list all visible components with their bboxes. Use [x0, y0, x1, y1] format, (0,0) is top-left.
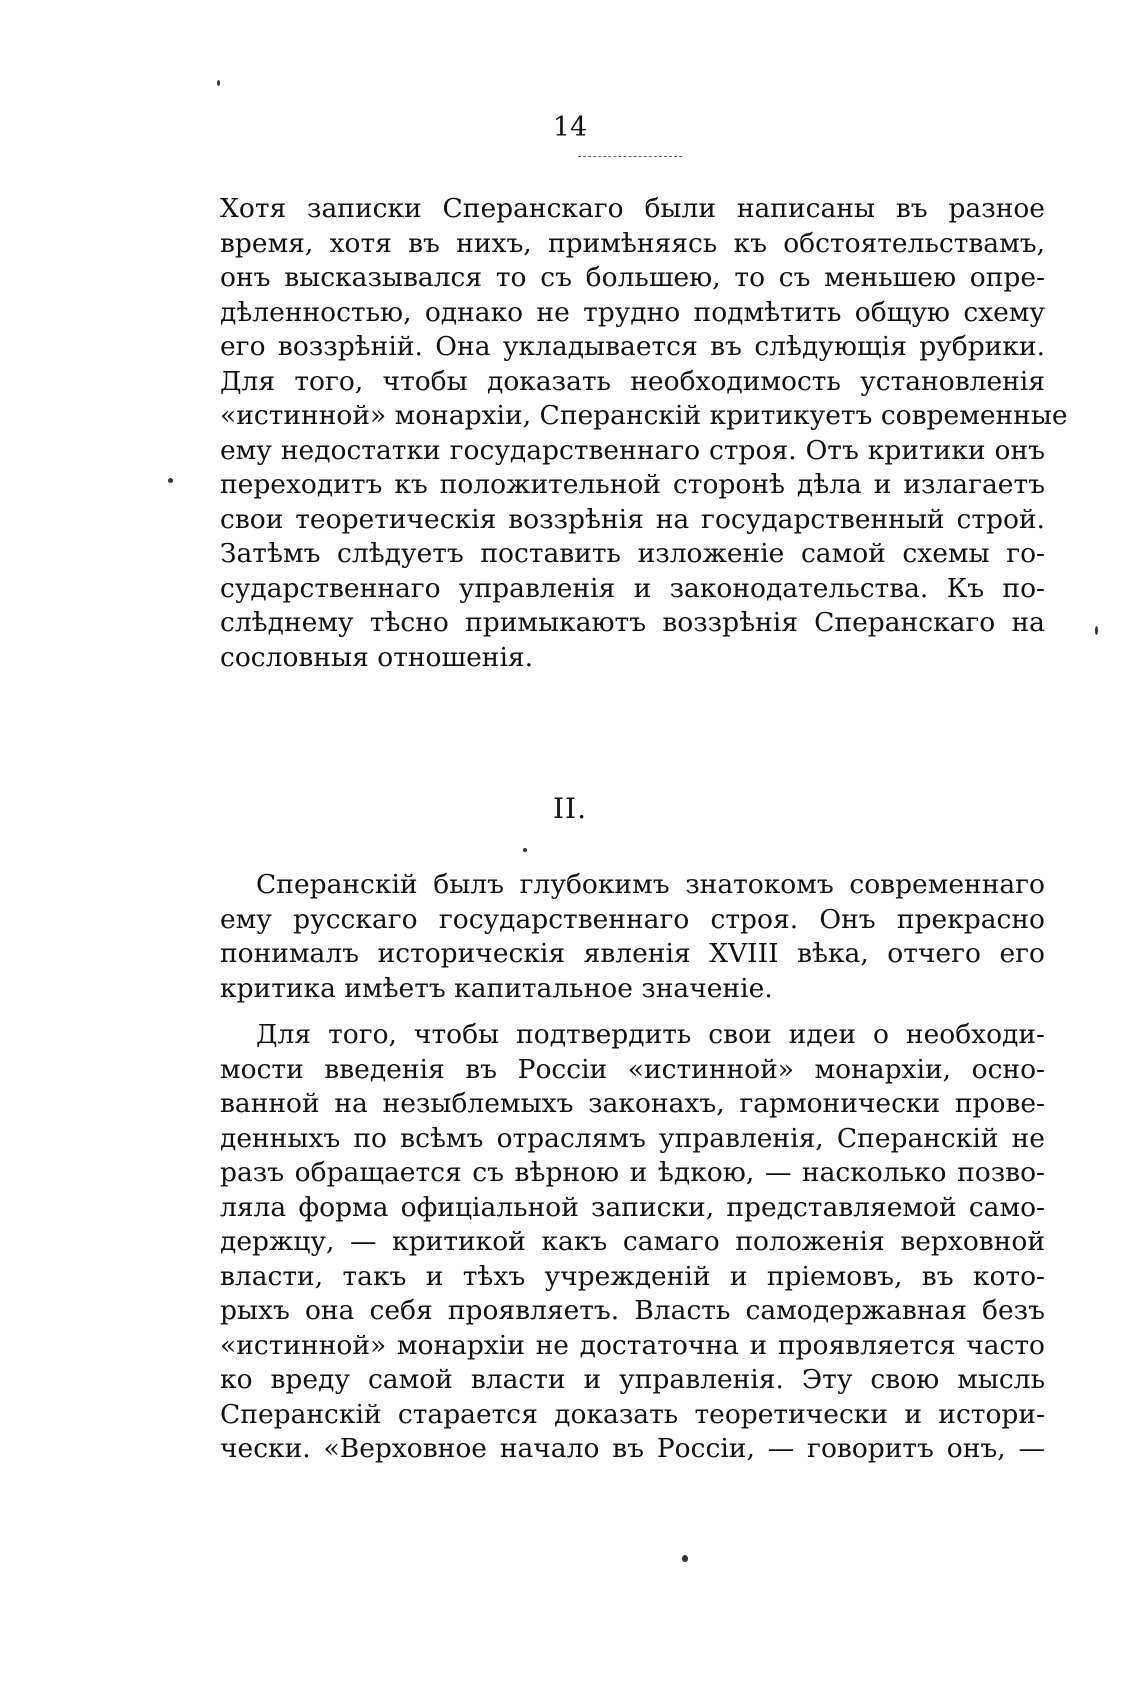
margin-speck: [523, 848, 527, 852]
text-line: «истинной» монархіи не достаточна и проявляется часто: [220, 1329, 1045, 1361]
text-line: ему недостатки государственнаго строя. Отъ критики онъ: [220, 434, 1045, 466]
text-line: сословныя отношенія.: [220, 641, 534, 673]
text-line: Затѣмъ слѣдуетъ поставить изложеніе самой схемы го-: [220, 538, 1045, 569]
text-line: ванной на незыблемыхъ законахъ, гармонически прове-: [220, 1088, 1045, 1119]
text-line: понималъ историческія явленія XVIII вѣка, отчего его: [220, 938, 1045, 969]
text-line: время, хотя въ нихъ, примѣняясь къ обстоятельствамъ,: [220, 227, 1045, 259]
margin-speck: [1095, 626, 1098, 635]
text-line: ляла форма офиціальной записки, представляемой само-: [220, 1191, 1045, 1223]
text-line: Сперанскій старается доказать теоретически и истори-: [220, 1398, 1045, 1430]
text-line: свои теоретическія воззрѣнія на государственный строй.: [220, 503, 1045, 535]
page-number-rule: [578, 156, 682, 157]
text-line: его воззрѣній. Она укладывается въ слѣдующія рубрики.: [220, 331, 1045, 362]
text-line: мости введенія въ Россіи «истинной» монархіи, осно-: [220, 1053, 1045, 1085]
page-number: 14: [552, 112, 588, 143]
paragraph-3: [220, 1018, 1045, 1467]
text-line: денныхъ по всѣмъ отраслямъ управленія, Сперанскій не: [220, 1122, 1045, 1154]
paragraph-1: [220, 192, 1068, 675]
text-line: ему русскаго государственнаго строя. Онъ прекрасно: [220, 903, 1045, 935]
text-line: Хотя записки Сперанскаго были написаны въ разное: [220, 193, 1045, 224]
text-line: дѣленностью, однако не трудно подмѣтить общую схему: [220, 296, 1045, 328]
margin-speck: [217, 80, 220, 86]
text-line: Для того, чтобы подтвердить свои идеи о необходи-: [256, 1019, 1045, 1050]
text-line: критика имѣетъ капитальное значеніе.: [220, 972, 773, 1004]
text-line: слѣднему тѣсно примыкаютъ воззрѣнія Сперанскаго на: [220, 607, 1045, 638]
text-line: онъ высказывался то съ большею, то съ меньшею опре-: [220, 262, 1045, 293]
margin-speck: [682, 1555, 688, 1562]
text-line: держцу, — критикой какъ самаго положенія верховной: [220, 1226, 1045, 1257]
margin-speck: [168, 478, 173, 483]
text-line: сударственнаго управленія и законодательства. Къ по-: [220, 572, 1045, 604]
text-line: рыхъ она себя проявляетъ. Власть самодержавная безъ: [220, 1295, 1045, 1326]
text-line: Для того, чтобы доказать необходимость установленія: [220, 365, 1045, 397]
text-line: разъ обращается съ вѣрною и ѣдкою, — насколько позво-: [220, 1157, 1045, 1188]
text-line: Сперанскій былъ глубокимъ знатокомъ современнаго: [256, 869, 1045, 900]
text-line: переходитъ къ положительной сторонѣ дѣла и излагаетъ: [220, 469, 1045, 500]
text-line: чески. «Верховное начало въ Россіи, — говоритъ онъ, —: [220, 1433, 1045, 1464]
text-line: ко вреду самой власти и управленія. Эту свою мысль: [220, 1364, 1045, 1395]
text-line: власти, такъ и тѣхъ учрежденій и пріемовъ, въ кото-: [220, 1260, 1045, 1292]
text-line: «истинной» монархіи, Сперанскій критикуетъ современные: [220, 400, 1068, 431]
paragraph-2: [220, 868, 1045, 1006]
section-heading: II.: [552, 792, 588, 825]
